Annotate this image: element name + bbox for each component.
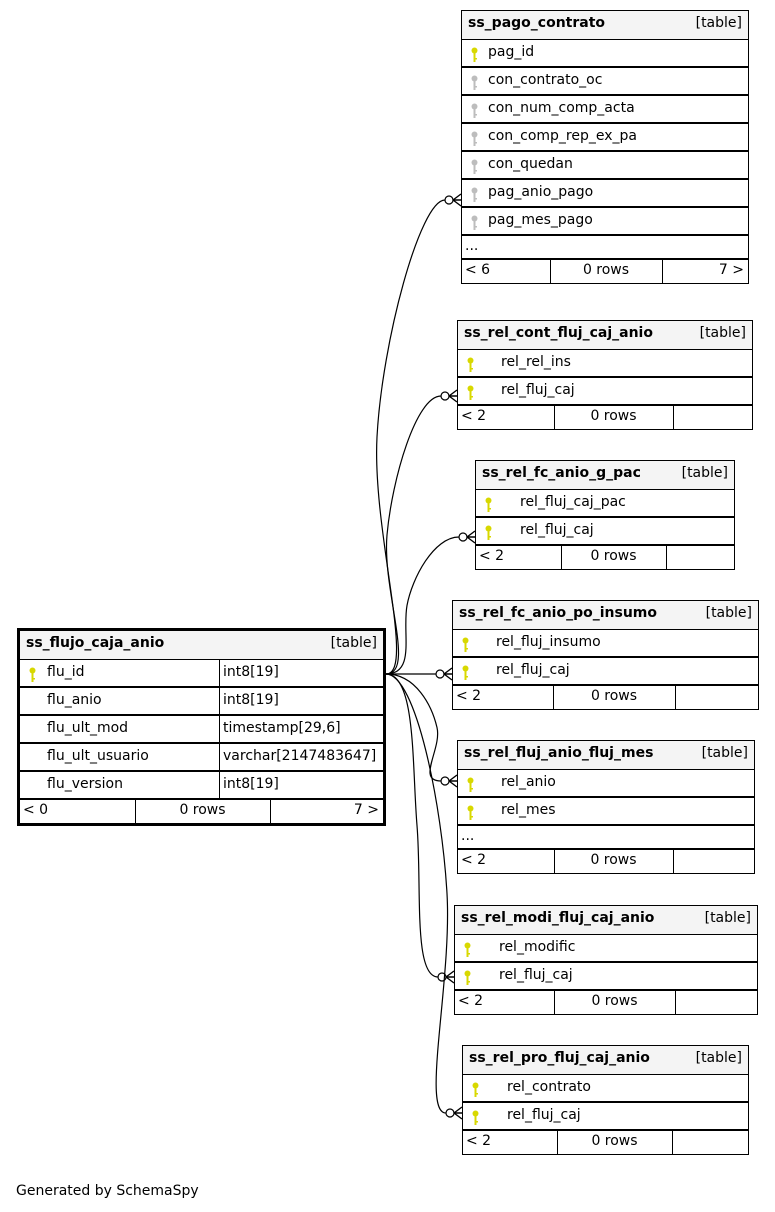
parents-count[interactable]: < 2 [461, 408, 487, 424]
more-columns [458, 826, 754, 850]
table-ss-pago-contrato[interactable] [461, 10, 749, 284]
foreign-key-icon [471, 75, 478, 90]
column-name: rel_fluj_caj [520, 522, 594, 538]
table-footer [458, 406, 752, 429]
children-count[interactable]: 7 > [718, 262, 744, 278]
optional-marker [459, 533, 467, 541]
column-row[interactable] [455, 935, 757, 963]
column-name: rel_modific [499, 939, 576, 955]
column-row[interactable] [462, 68, 748, 96]
table-kind: [table] [681, 465, 728, 481]
table-header[interactable] [20, 631, 383, 660]
table-header[interactable] [453, 601, 758, 630]
foreign-key-icon [471, 215, 478, 230]
table-header[interactable] [458, 321, 752, 350]
column-row[interactable] [463, 1103, 748, 1131]
primary-key-icon [472, 1082, 479, 1097]
column-row[interactable] [462, 152, 748, 180]
column-row[interactable] [20, 688, 383, 716]
column-row[interactable] [20, 744, 383, 772]
column-divider [219, 660, 220, 686]
column-name: con_contrato_oc [488, 72, 603, 88]
column-name: pag_anio_pago [488, 184, 594, 200]
column-row[interactable] [476, 490, 734, 518]
primary-key-icon [462, 637, 469, 652]
primary-key-icon [485, 525, 492, 540]
column-row[interactable] [20, 716, 383, 744]
relationship-line [377, 200, 445, 674]
column-type: int8[19] [223, 776, 279, 792]
table-footer [455, 991, 757, 1014]
table-footer [453, 686, 758, 709]
column-name: flu_ult_mod [47, 720, 129, 736]
table-kind: [table] [695, 15, 742, 31]
footer-divider [662, 260, 663, 283]
row-count: 0 rows [590, 688, 638, 704]
column-name: rel_fluj_caj_pac [520, 494, 626, 510]
column-type: int8[19] [223, 664, 279, 680]
column-name: flu_ult_usuario [47, 748, 149, 764]
foreign-key-icon [471, 159, 478, 174]
optional-marker [441, 777, 449, 785]
column-row[interactable] [462, 96, 748, 124]
table-ss-rel-pro-fluj-caj-anio[interactable] [462, 1045, 749, 1155]
relationship-line [386, 674, 448, 1113]
primary-key-icon [464, 970, 471, 985]
primary-key-icon [472, 1110, 479, 1125]
column-row[interactable] [453, 630, 758, 658]
footer-divider [673, 406, 674, 429]
optional-marker [441, 392, 449, 400]
table-kind: [table] [330, 635, 377, 651]
primary-key-icon [467, 777, 474, 792]
row-count: 0 rows [590, 852, 637, 868]
primary-key-icon [464, 942, 471, 957]
table-footer [463, 1131, 748, 1154]
column-name: pag_id [488, 44, 535, 60]
row-count: 0 rows [590, 548, 637, 564]
many-marker [467, 531, 475, 543]
column-name: rel_fluj_caj [496, 662, 570, 678]
children-count[interactable]: 7 > [353, 802, 379, 818]
column-name: flu_id [47, 664, 85, 680]
column-name: rel_fluj_insumo [496, 634, 601, 650]
row-count: 0 rows [591, 993, 638, 1009]
column-name: rel_mes [501, 802, 556, 818]
primary-key-icon [29, 667, 36, 682]
primary-key-icon [467, 357, 474, 372]
many-marker [453, 194, 461, 206]
table-ss-rel-fc-anio-g-pac[interactable] [475, 460, 735, 570]
column-row[interactable] [458, 798, 754, 826]
column-type: int8[19] [223, 692, 279, 708]
primary-key-icon [485, 497, 492, 512]
column-name: rel_rel_ins [501, 354, 571, 370]
table-name[interactable]: ss_rel_cont_fluj_caj_anio [464, 325, 653, 341]
footer-divider [270, 800, 271, 823]
table-name[interactable]: ss_rel_fluj_anio_fluj_mes [464, 745, 654, 761]
table-name[interactable]: ss_flujo_caja_anio [26, 635, 165, 651]
foreign-key-icon [471, 187, 478, 202]
column-name: con_comp_rep_ex_pa [488, 128, 637, 144]
table-kind: [table] [705, 605, 752, 621]
more-columns-label: ... [465, 238, 479, 254]
column-divider [219, 688, 220, 714]
generated-by-label: Generated by SchemaSpy [16, 1183, 199, 1199]
table-footer [462, 260, 748, 283]
parents-count[interactable]: < 2 [458, 993, 484, 1009]
column-row[interactable] [462, 40, 748, 68]
parents-count[interactable]: < 0 [23, 802, 49, 818]
primary-key-icon [467, 805, 474, 820]
more-columns-label: ... [461, 828, 475, 844]
table-name[interactable]: ss_rel_pro_fluj_caj_anio [469, 1050, 650, 1066]
column-row[interactable] [453, 658, 758, 686]
column-row[interactable] [20, 660, 383, 688]
column-name: rel_fluj_caj [499, 967, 573, 983]
column-row[interactable] [462, 180, 748, 208]
primary-key-icon [471, 47, 478, 62]
optional-marker [445, 196, 453, 204]
table-name[interactable]: ss_pago_contrato [468, 15, 606, 31]
column-name: rel_fluj_caj [507, 1107, 581, 1123]
column-type: timestamp[29,6] [223, 720, 341, 736]
table-kind: [table] [704, 910, 751, 926]
table-header[interactable] [476, 461, 734, 490]
many-marker [444, 668, 452, 680]
table-header[interactable] [463, 1046, 748, 1075]
column-name: rel_fluj_caj [501, 382, 575, 398]
optional-marker [446, 1109, 454, 1117]
column-name: con_quedan [488, 156, 573, 172]
column-row[interactable] [20, 772, 383, 800]
column-row[interactable] [458, 350, 752, 378]
column-row[interactable] [455, 963, 757, 991]
footer-divider [672, 1131, 673, 1154]
table-footer [20, 800, 383, 823]
column-name: pag_mes_pago [488, 212, 593, 228]
relationship-line [386, 396, 441, 674]
table-kind: [table] [699, 325, 746, 341]
column-name: flu_anio [47, 692, 102, 708]
column-name: rel_anio [501, 774, 556, 790]
many-marker [449, 390, 457, 402]
column-name: con_num_comp_acta [488, 100, 635, 116]
column-row[interactable] [458, 378, 752, 406]
table-ss-rel-fc-anio-po-insumo[interactable] [452, 600, 759, 710]
table-header[interactable] [462, 11, 748, 40]
many-marker [446, 971, 454, 983]
column-row[interactable] [462, 208, 748, 236]
column-row[interactable] [463, 1075, 748, 1103]
row-count: 0 rows [590, 408, 637, 424]
column-divider [219, 744, 220, 770]
footer-divider [675, 686, 676, 709]
row-count: 0 rows [591, 1133, 638, 1149]
column-name: rel_contrato [507, 1079, 591, 1095]
table-footer [476, 546, 734, 569]
table-header[interactable] [455, 906, 757, 935]
primary-key-icon [467, 385, 474, 400]
more-columns [462, 236, 748, 260]
table-ss-rel-fluj-anio-fluj-mes[interactable] [457, 740, 755, 874]
column-row[interactable] [476, 518, 734, 546]
parents-count[interactable]: < 2 [466, 1133, 492, 1149]
table-ss-rel-modi-fluj-caj-anio[interactable] [454, 905, 758, 1015]
table-header[interactable] [458, 741, 754, 770]
foreign-key-icon [471, 103, 478, 118]
parents-count[interactable]: < 2 [456, 688, 482, 704]
table-name[interactable]: ss_rel_fc_anio_po_insumo [459, 605, 657, 621]
column-row[interactable] [458, 770, 754, 798]
column-divider [219, 716, 220, 742]
table-footer [458, 850, 754, 873]
table-ss-rel-cont-fluj-caj-anio[interactable] [457, 320, 753, 430]
parents-count[interactable]: < 6 [465, 262, 491, 278]
many-marker [454, 1107, 462, 1119]
primary-key-icon [462, 665, 469, 680]
column-type: varchar[2147483647] [223, 748, 377, 764]
relationship-line [386, 674, 438, 977]
column-divider [219, 772, 220, 798]
parents-count[interactable]: < 2 [479, 548, 505, 564]
table-kind: [table] [695, 1050, 742, 1066]
table-kind: [table] [701, 745, 748, 761]
column-name: flu_version [47, 776, 123, 792]
row-count: 0 rows [179, 802, 226, 818]
parents-count[interactable]: < 2 [461, 852, 487, 868]
column-row[interactable] [462, 124, 748, 152]
table-name[interactable]: ss_rel_modi_fluj_caj_anio [461, 910, 655, 926]
footer-divider [675, 991, 676, 1014]
footer-divider [666, 546, 667, 569]
row-count: 0 rows [582, 262, 630, 278]
foreign-key-icon [471, 131, 478, 146]
table-name[interactable]: ss_rel_fc_anio_g_pac [482, 465, 641, 481]
table-ss-flujo-caja-anio[interactable] [17, 628, 386, 826]
optional-marker [436, 670, 444, 678]
footer-divider [673, 850, 674, 873]
many-marker [449, 775, 457, 787]
